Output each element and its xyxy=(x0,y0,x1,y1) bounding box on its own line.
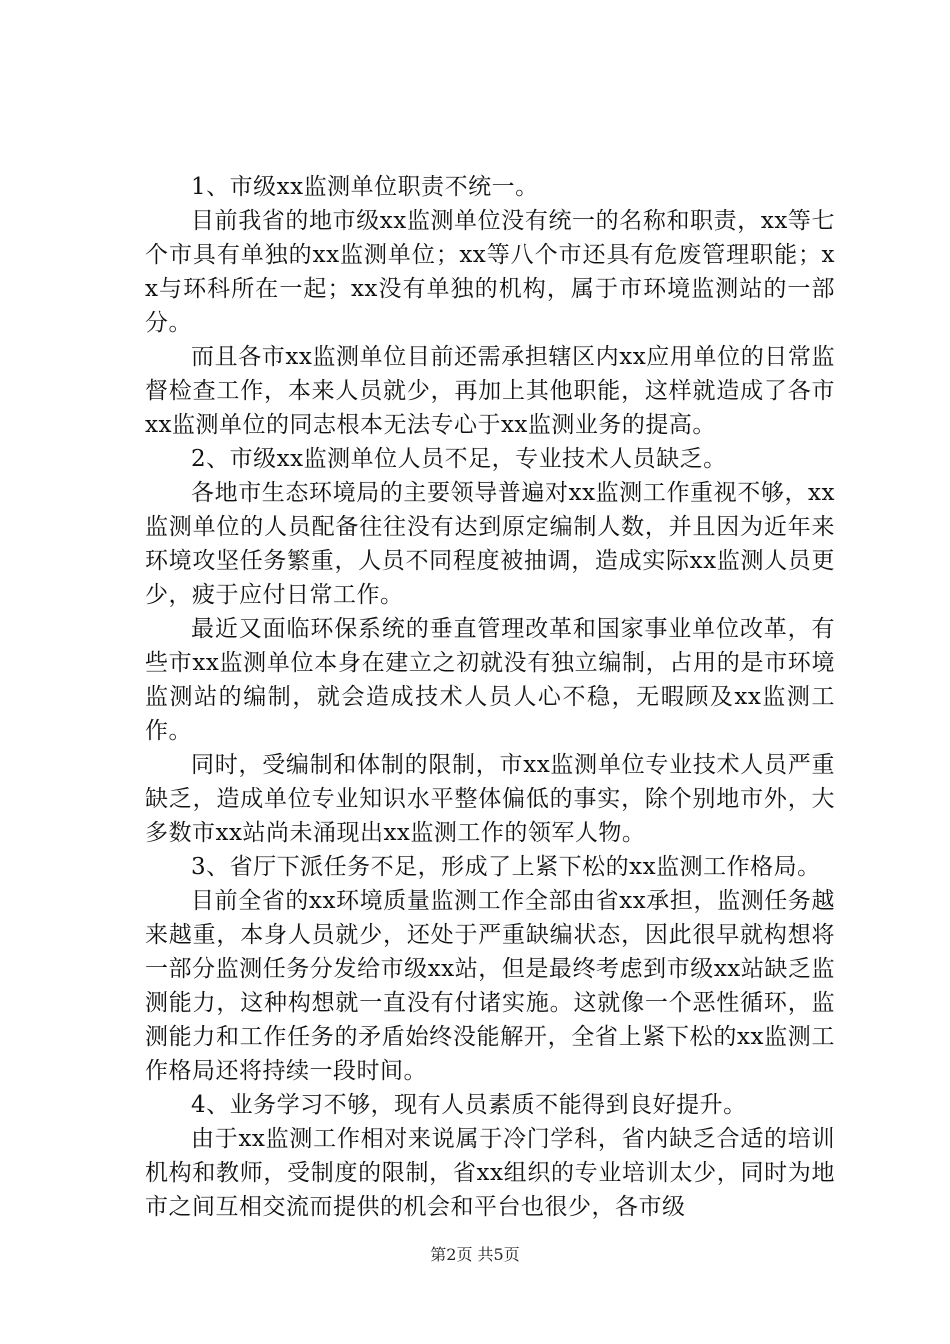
section-heading-2: 2、市级xx监测单位人员不足，专业技术人员缺乏。 xyxy=(191,446,727,472)
page-number-footer: 第2页 共5页 xyxy=(430,1245,520,1264)
paragraph: 而且各市xx监测单位目前还需承担辖区内xx应用单位的日常监督检查工作，本来人员就少，再加上其他职能，这样就造成了各市xx监测单位的同志根本无法专心于xx监测业务的提高。 xyxy=(145,344,835,438)
section-heading-1: 1、市级xx监测单位职责不统一。 xyxy=(191,174,539,200)
document-body xyxy=(145,170,835,1224)
paragraph: 由于xx监测工作相对来说属于冷门学科，省内缺乏合适的培训机构和教师，受制度的限制，省xx组织的专业培训太少，同时为地市之间互相交流而提供的机会和平台也很少，各市级 xyxy=(145,1126,835,1220)
paragraph: 目前全省的xx环境质量监测工作全部由省xx承担，监测任务越来越重，本身人员就少，还处于严重缺编状态，因此很早就构想将一部分监测任务分发给市级xx站，但是最终考虑到市级xx站缺乏监测能力，这种构想就一直没有付诸实施。这就像一个恶性循环，监测能力和工作任务的矛盾始终没能解开，全省上紧下松的xx监测工作格局还将持续一段时间。 xyxy=(145,888,835,1084)
paragraph: 最近又面临环保系统的垂直管理改革和国家事业单位改革，有些市xx监测单位本身在建立之初就没有独立编制，占用的是市环境监测站的编制，就会造成技术人员人心不稳，无暇顾及xx监测工作。 xyxy=(145,616,835,744)
paragraph: 目前我省的地市级xx监测单位没有统一的名称和职责，xx等七个市具有单独的xx监测单位；xx等八个市还具有危废管理职能；xx与环科所在一起；xx没有单独的机构，属于市环境监测站的一部分。 xyxy=(145,208,835,336)
section-heading-4: 4、业务学习不够，现有人员素质不能得到良好提升。 xyxy=(191,1092,747,1118)
paragraph: 各地市生态环境局的主要领导普遍对xx监测工作重视不够，xx监测单位的人员配备往往没有达到原定编制人数，并且因为近年来环境攻坚任务繁重，人员不同程度被抽调，造成实际xx监测人员更少，疲于应付日常工作。 xyxy=(145,480,835,608)
section-heading-3: 3、省厅下派任务不足，形成了上紧下松的xx监测工作格局。 xyxy=(191,854,821,880)
paragraph: 同时，受编制和体制的限制，市xx监测单位专业技术人员严重缺乏，造成单位专业知识水平整体偏低的事实，除个别地市外，大多数市xx站尚未涌现出xx监测工作的领军人物。 xyxy=(145,752,835,846)
